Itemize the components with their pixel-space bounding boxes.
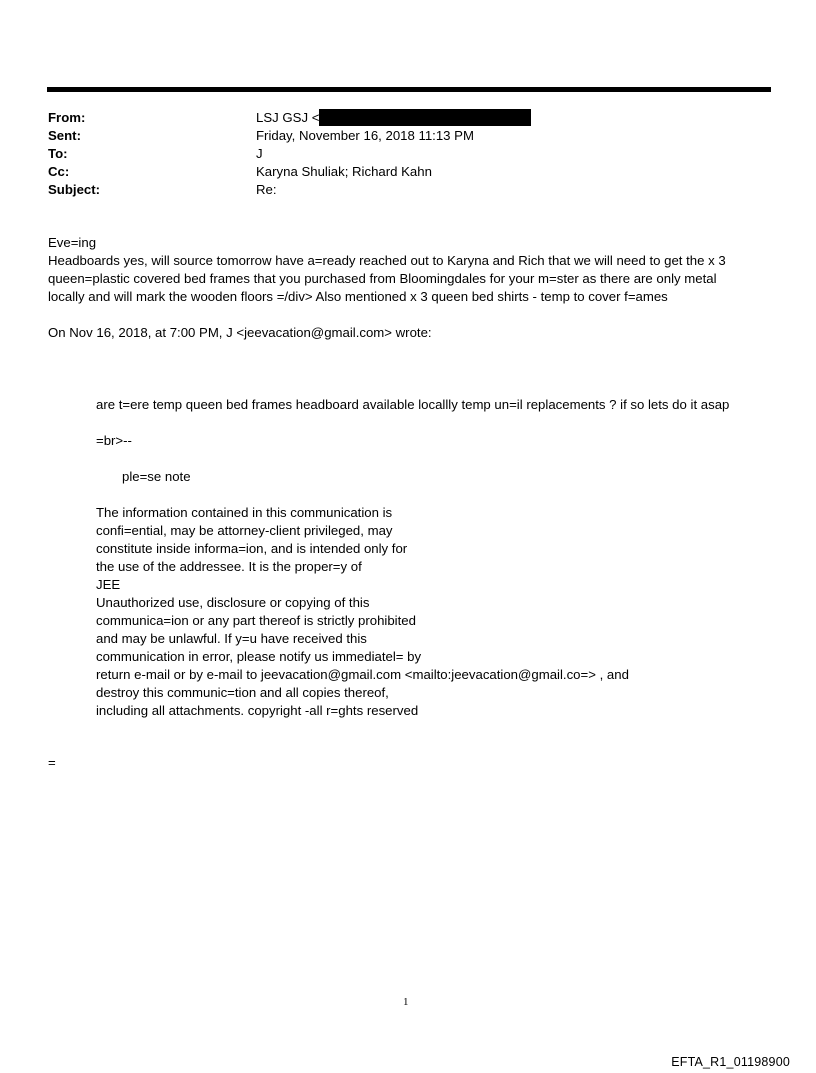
disclaimer-line: destroy this communic=tion and all copies thereof, (96, 685, 389, 700)
subject-row (48, 181, 531, 199)
from-value (256, 109, 531, 127)
disclaimer-line: The information contained in this communication is (96, 505, 393, 520)
disclaimer-line: including all attachments. copyright -all r=ghts reserved (96, 703, 419, 718)
quoted-note: ple=se note (122, 469, 191, 484)
cc-label: Cc: (48, 164, 70, 179)
to-row (48, 145, 531, 163)
redaction-block (319, 109, 531, 126)
sent-label: Sent: (48, 128, 81, 143)
disclaimer-line: Unauthorized use, disclosure or copying of this (96, 595, 370, 610)
disclaimer-line: communica=ion or any part thereof is strictly prohibited (96, 613, 416, 628)
to-value: J (256, 146, 263, 161)
cc-row (48, 163, 531, 181)
reply-line: locally and will mark the wooden floors =/div> Also mentioned x 3 queen bed shirts - temp to cover f=ames (48, 289, 668, 304)
reply-line: queen=plastic covered bed frames that you purchased from Bloomingdales for your m=ster as there are only metal (48, 271, 717, 286)
email-header (48, 109, 531, 199)
reply-line: Headboards yes, will source tomorrow have a=ready reached out to Karyna and Rich that we will need to get the x 3 (48, 253, 726, 268)
header-divider (47, 87, 771, 92)
subject-label: Subject: (48, 182, 101, 197)
sent-row (48, 127, 531, 145)
subject-value: Re: (256, 182, 277, 197)
quote-intro: On Nov 16, 2018, at 7:00 PM, J <jeevacation@gmail.com> wrote: (48, 325, 432, 340)
from-row (48, 109, 531, 127)
disclaimer-line: and may be unlawful. If y=u have received this (96, 631, 367, 646)
trailing-equals: = (48, 755, 56, 770)
disclaimer-line: return e-mail or by e-mail to jeevacation@gmail.com <mailto:jeevacation@gmail.co=> , and (96, 667, 629, 682)
disclaimer-line: communication in error, please notify us immediatel= by (96, 649, 422, 664)
reply-greeting: Eve=ing (48, 235, 97, 250)
quoted-message: are t=ere temp queen bed frames headboard available locallly temp un=il replacements ? if so lets do it asap (96, 397, 730, 412)
to-label: To: (48, 146, 68, 161)
page-number: 1 (403, 996, 409, 1008)
disclaimer-line: the use of the addressee. It is the proper=y of (96, 559, 362, 574)
cc-value: Karyna Shuliak; Richard Kahn (256, 164, 432, 179)
disclaimer-line: constitute inside informa=ion, and is intended only for (96, 541, 408, 556)
from-sender: LSJ GSJ < (256, 110, 320, 125)
disclaimer-line: JEE (96, 577, 121, 592)
quoted-br-line: =br>-- (96, 433, 132, 448)
from-label: From: (48, 110, 86, 125)
document-id: EFTA_R1_01198900 (671, 1055, 790, 1069)
sent-value: Friday, November 16, 2018 11:13 PM (256, 128, 474, 143)
disclaimer-line: confi=ential, may be attorney-client privileged, may (96, 523, 393, 538)
